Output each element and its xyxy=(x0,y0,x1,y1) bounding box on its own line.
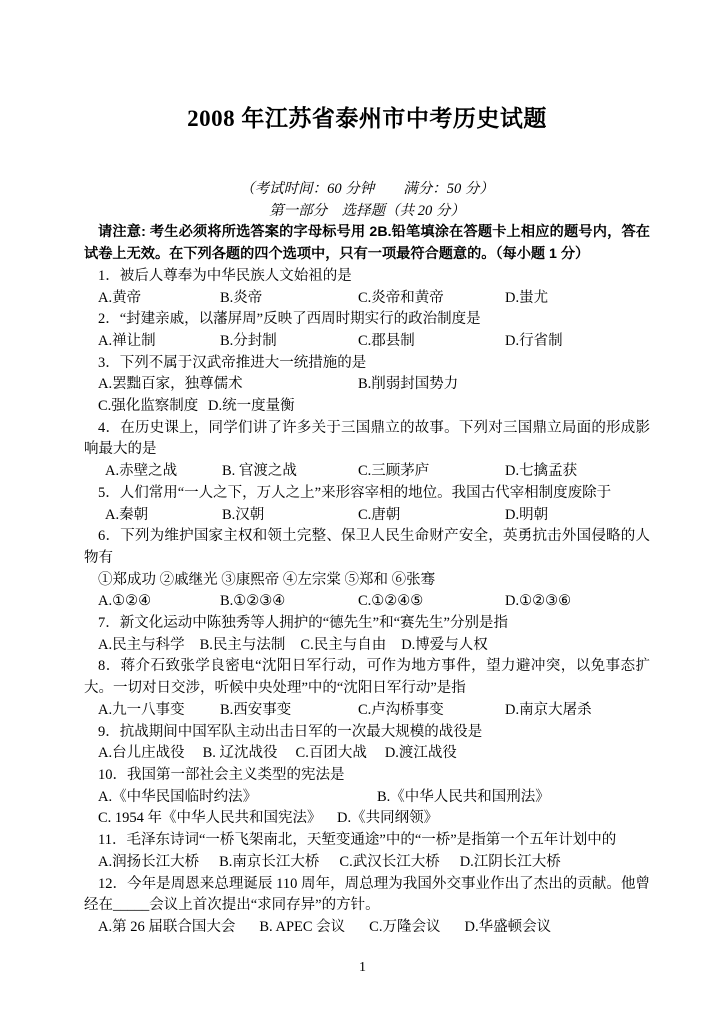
option-d: D.博爱与人权 xyxy=(401,636,488,653)
option-a: A.《中华民国临时约法》 xyxy=(98,788,258,805)
question-stem-text: 在历史课上，同学们讲了许多关于三国鼎立的故事。下列对三国鼎立局面的形成影响最大的是 xyxy=(84,419,651,458)
question-stem xyxy=(84,483,650,505)
option-c: C.强化监察制度 xyxy=(98,398,199,415)
option-row xyxy=(84,396,650,418)
option-a: A.第 26 届联合国大会 xyxy=(98,918,236,935)
option-c: C.民主与自由 xyxy=(300,636,387,653)
option-b: B. 辽沈战役 xyxy=(202,745,278,762)
option-row xyxy=(84,288,650,310)
question-number: 11． xyxy=(98,832,127,849)
option-b: B.分封制 xyxy=(220,332,277,349)
question-stem xyxy=(84,266,650,288)
option-d: D.明朝 xyxy=(505,506,549,523)
option-row xyxy=(84,591,650,613)
question-stem-text: 下列不属于汉武帝推进大一统措施的是 xyxy=(119,354,367,371)
question-number: 7． xyxy=(98,615,120,632)
option-d: D.南京大屠杀 xyxy=(505,701,592,718)
option-row xyxy=(84,635,650,657)
page-number: 1 xyxy=(359,960,366,975)
option-a: A.禅让制 xyxy=(98,332,156,349)
question-number: 10． xyxy=(98,766,127,783)
option-a: A.九一八事变 xyxy=(98,701,185,718)
question-stem-text: 今年是周恩来总理诞辰 110 周年，周总理为我国外交事业作出了杰出的贡献。他曾经在_____会议上首次提出“求同存异”的方针。 xyxy=(84,875,651,914)
question xyxy=(84,483,650,526)
question-stem xyxy=(84,722,650,744)
option-a: A.黄帝 xyxy=(98,289,142,306)
option-c: C.百团大战 xyxy=(295,745,367,762)
question-stem-text: 抗战期间中国军队主动出击日军的一次最大规模的战役是 xyxy=(119,723,483,740)
question-number: 12． xyxy=(98,875,128,892)
question-stem-text: 新文化运动中陈独秀等人拥护的“德先生”和“赛先生”分别是指 xyxy=(119,615,508,632)
question-stem xyxy=(84,874,650,917)
question-number: 4． xyxy=(98,419,121,436)
question-stem-text: 人们常用“一人之下，万人之上”来形容宰相的地位。我国古代宰相制度废除于 xyxy=(119,484,612,501)
option-d: D.蚩尤 xyxy=(505,289,549,306)
option-c: C.①②④⑤ xyxy=(358,593,424,610)
question-stem xyxy=(84,765,650,787)
option-b: B.南京长江大桥 xyxy=(219,853,320,870)
question xyxy=(84,266,650,309)
option-row xyxy=(84,461,650,483)
question xyxy=(84,722,650,765)
option-a: A.润扬长江大桥 xyxy=(98,853,200,870)
question-stem xyxy=(84,830,650,852)
option-row xyxy=(84,808,650,830)
question-number: 3． xyxy=(98,354,120,371)
option-c: C. 1954 年《中华人民共和国宪法》 xyxy=(98,810,322,827)
question-number: 1． xyxy=(98,267,120,284)
option-row xyxy=(84,374,650,396)
question-stem xyxy=(84,613,650,635)
option-row xyxy=(84,852,650,874)
question xyxy=(84,765,650,830)
question xyxy=(84,526,650,613)
option-d: D.华盛顿会议 xyxy=(464,918,552,935)
question-number: 5． xyxy=(98,484,120,501)
option-a: A.台儿庄战役 xyxy=(98,745,185,762)
questions-container xyxy=(84,266,650,939)
question xyxy=(84,418,650,483)
option-d: D.江阴长江大桥 xyxy=(459,853,561,870)
option-a: A.民主与科学 xyxy=(98,636,185,653)
option-b: B.①②③④ xyxy=(220,593,286,610)
question-stem-text: 毛泽东诗词“一桥飞架南北，天堑变通途”中的“一桥”是指第一个五年计划中的 xyxy=(126,832,617,849)
option-b: B.民主与法制 xyxy=(199,636,286,653)
question-number: 2． xyxy=(98,311,120,328)
question-stem-text: “封建亲戚，以藩屏周”反映了西周时期实行的政治制度是 xyxy=(119,311,481,328)
notice-paragraph: 请注意: 考生必须将所选答案的字母标号用 2B.铅笔填涂在答题卡上相应的题号内，答在试卷上无效。在下列各题的四个选项中，只有一项最符合题意的。（每小题 1 分） xyxy=(84,224,650,263)
option-b: B.《中华人民共和国刑法》 xyxy=(377,788,550,805)
option-row xyxy=(84,917,650,939)
option-b: B. APEC 会议 xyxy=(259,918,346,935)
question-number: 8． xyxy=(98,658,121,675)
option-row xyxy=(84,787,650,809)
question-stem xyxy=(84,656,650,699)
page-title: 2008 年江苏省泰州市中考历史试题 xyxy=(187,106,547,131)
question-subitems: ①郑成功 ②戚继光 ③康熙帝 ④左宗棠 ⑤郑和 ⑥张骞 xyxy=(98,571,436,588)
question xyxy=(84,656,650,721)
question-stem-text: 我国第一部社会主义类型的宪法是 xyxy=(127,766,345,783)
question-number: 9． xyxy=(98,723,120,740)
question xyxy=(84,613,650,656)
option-c: C.万隆会议 xyxy=(369,918,441,935)
option-row xyxy=(84,743,650,765)
option-c: C.炎帝和黄帝 xyxy=(358,289,444,306)
question xyxy=(84,874,650,939)
question xyxy=(84,353,650,418)
question-stem-text: 蒋介石致张学良密电“沈阳日军行动，可作为地方事件，望力避冲突，以免事态扩大。一切对日交涉，听候中央处理”中的“沈阳日军行动”是指 xyxy=(84,658,651,697)
exam-info-line: （考试时间：60 分钟 满分：50 分） xyxy=(240,181,494,197)
option-a: A.罢黜百家，独尊儒术 xyxy=(98,376,243,393)
option-row xyxy=(84,331,650,353)
option-d: D.统一度量衡 xyxy=(208,398,295,415)
option-b: B. 官渡之战 xyxy=(222,463,297,480)
option-d: D.渡江战役 xyxy=(384,745,457,762)
option-d: D.①②③⑥ xyxy=(505,593,572,610)
option-d: D.行省制 xyxy=(505,332,563,349)
option-row xyxy=(84,505,650,527)
option-d: D.七擒孟获 xyxy=(505,463,578,480)
section-heading: 第一部分 选择题（共 20 分） xyxy=(269,202,465,219)
option-a: A.秦朝 xyxy=(105,506,149,523)
question-stem xyxy=(84,418,650,461)
question-stem xyxy=(84,526,650,569)
option-row xyxy=(84,700,650,722)
option-b: B.炎帝 xyxy=(220,289,263,306)
question-number: 6． xyxy=(98,528,121,545)
question-stem xyxy=(84,309,650,331)
question-stem-text: 下列为维护国家主权和领土完整、保卫人民生命财产安全，英勇抗击外国侵略的人物有 xyxy=(84,528,651,566)
option-c: C.卢沟桥事变 xyxy=(358,701,444,718)
question xyxy=(84,309,650,352)
option-b: B.削弱封国势力 xyxy=(358,376,459,393)
option-a: A.赤壁之战 xyxy=(105,463,178,480)
question-stem-text: 被后人尊奉为中华民族人文始祖的是 xyxy=(119,267,352,284)
option-d: D.《共同纲领》 xyxy=(337,810,439,827)
option-b: B.汉朝 xyxy=(222,506,265,523)
option-a: A.①②④ xyxy=(98,593,152,610)
option-c: C.唐朝 xyxy=(358,506,401,523)
question-stem xyxy=(84,353,650,375)
option-c: C.三顾茅庐 xyxy=(358,463,430,480)
question xyxy=(84,830,650,873)
option-c: C.武汉长江大桥 xyxy=(339,853,440,870)
option-c: C.郡县制 xyxy=(358,332,415,349)
option-b: B.西安事变 xyxy=(220,701,292,718)
